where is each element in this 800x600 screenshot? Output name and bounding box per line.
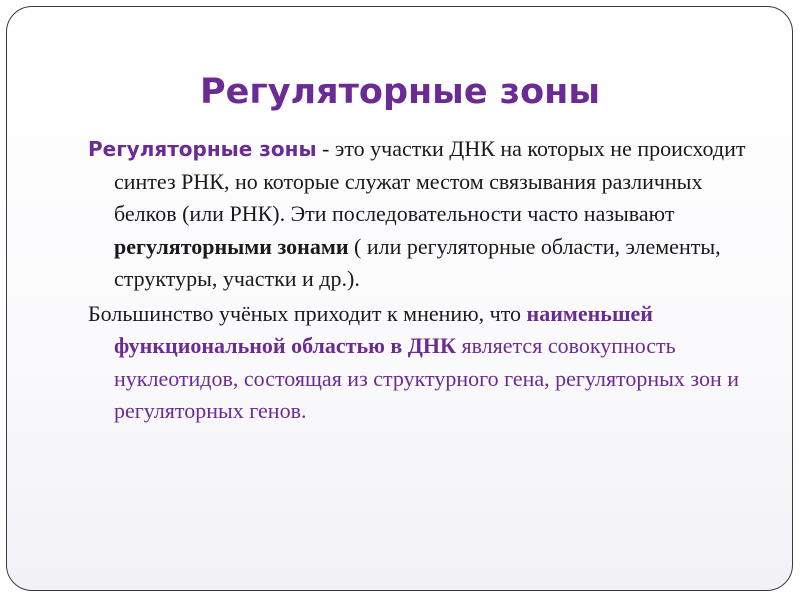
slide-body xyxy=(88,133,758,428)
definition-text: - это участки ДНК на которых не происходит синтез РНК, но которые служат местом связывания различных белков (или РНК). Эти последовательности часто называют xyxy=(114,136,746,226)
bold-regulatory-zones: регуляторными зонами xyxy=(114,233,349,259)
conclusion-text: является совокупность нуклеотидов, состоящая из структурного гена, регуляторных зон и регуляторных генов. xyxy=(114,333,740,423)
paragraph-definition xyxy=(88,133,758,296)
definition-text-end: ( или регуляторные области, элементы, структуры, участки и др.). xyxy=(114,233,721,291)
slide-title: Регуляторные зоны xyxy=(200,72,600,112)
conclusion-intro: Большинство учёных приходит к мнению, что xyxy=(88,300,527,326)
term-regulatory-zones: Регуляторные зоны xyxy=(88,137,317,161)
paragraph-conclusion xyxy=(88,298,758,428)
bold-smallest-functional-region: наименьшей функциональной областью в ДНК xyxy=(114,300,653,358)
